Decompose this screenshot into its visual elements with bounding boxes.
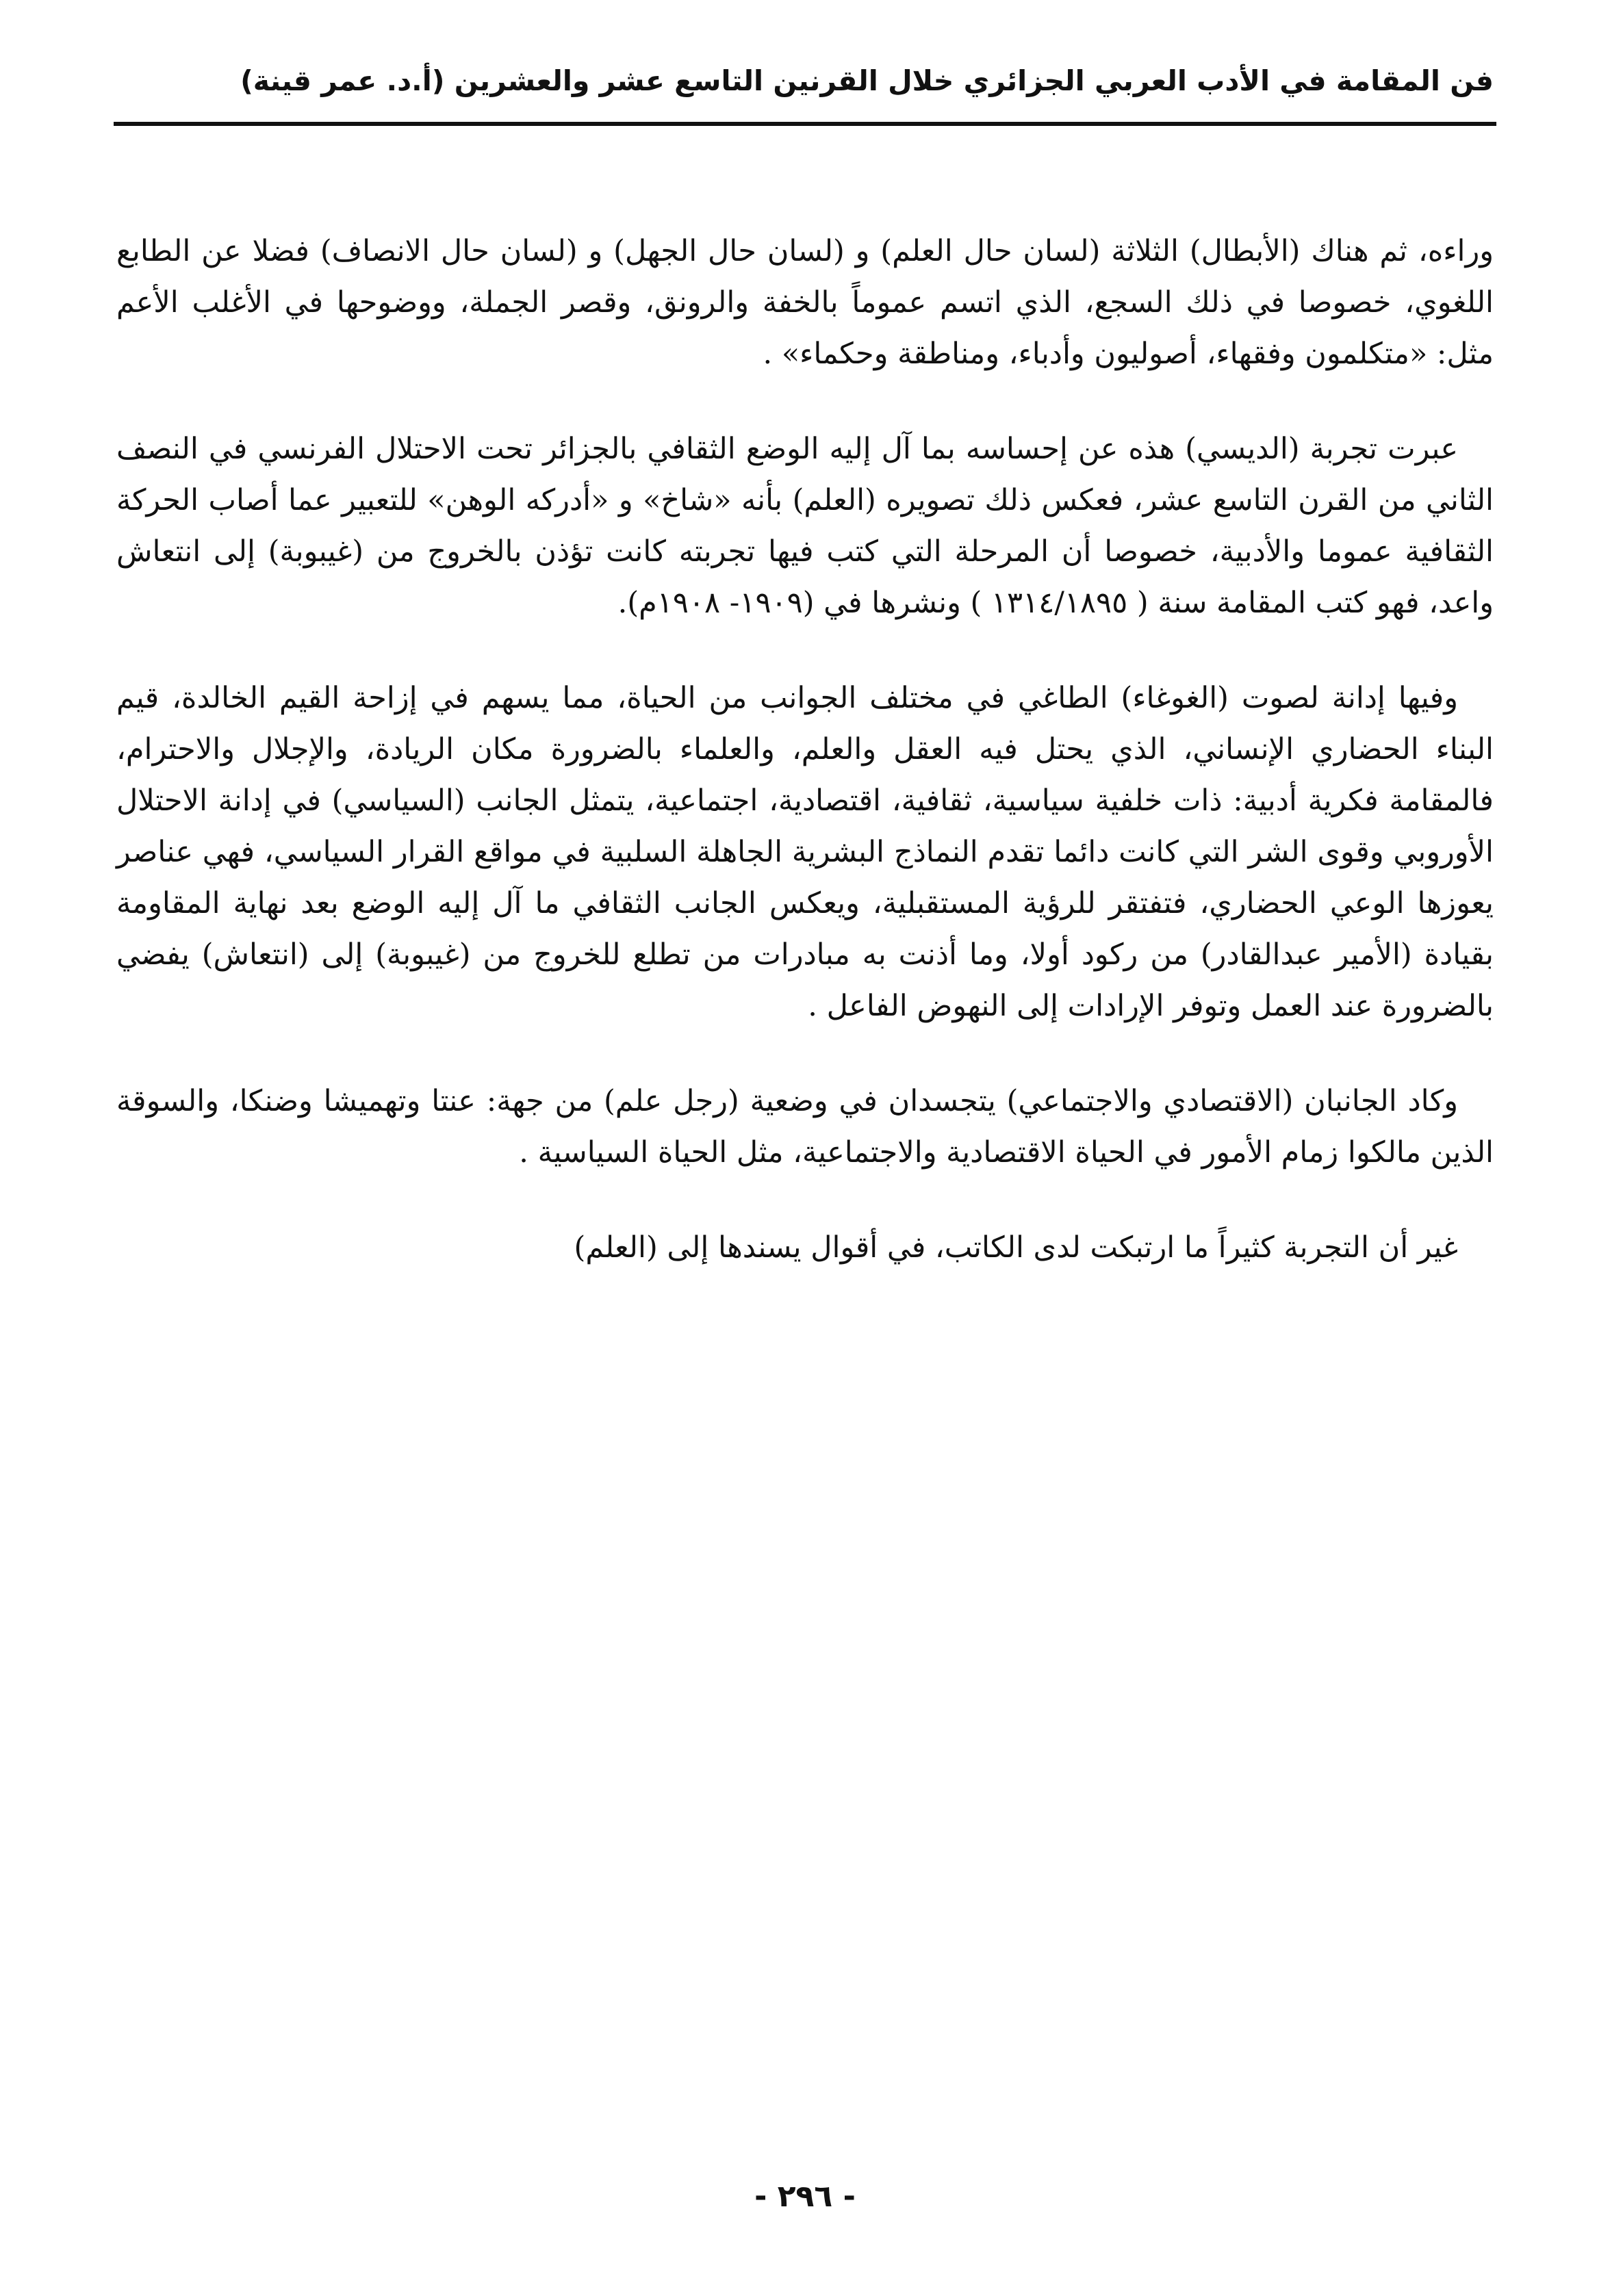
paragraph-1: وراءه، ثم هناك (الأبطال) الثلاثة (لسان حال العلم) و (لسان حال الجهل) و (لسان حال الانصاف) فضلا عن الطابع اللغوي، خصوصا في ذلك السجع، الذي اتسم عموماً بالخفة والرونق، وقصر الجملة، ووضوحها في الأغلب الأعم مثل: «متكلمون وفقهاء، أصوليون وأدباء، ومناطقة وحكماء» .: [116, 234, 1494, 371]
running-header: فن المقامة في الأدب العربي الجزائري خلال القرنين التاسع عشر والعشرين (أ.د. عمر قينة): [240, 64, 1494, 97]
paragraph-2: عبرت تجربة (الديسي) هذه عن إحساسه بما آل إليه الوضع الثقافي بالجزائر تحت الاحتلال الفرنسي في النصف الثاني من القرن التاسع عشر، فعكس ذلك تصويره (العلم) بأنه «شاخ» و «أدركه الوهن» للتعبير عما أصاب الحركة الثقافية عموما والأدبية، خصوصا أن المرحلة التي كتب فيها تجربته كانت تؤذن بالخروج من (غيبوبة) إلى انتعاش واعد، فهو كتب المقامة سنة ( ١٣١٤/١٨٩٥ ) ونشرها في (١٩٠٩- ١٩٠٨م).: [116, 432, 1494, 620]
paragraph-5: غير أن التجربة كثيراً ما ارتبكت لدى الكاتب، في أقوال يسندها إلى (العلم): [574, 1230, 1458, 1265]
body-text: [116, 226, 1494, 1317]
header-rule: [114, 122, 1496, 126]
paragraph-4: وكاد الجانبان (الاقتصادي والاجتماعي) يتجسدان في وضعية (رجل علم) من جهة: عنتا وتهميشا وضنكا، والسوقة الذين مالكوا زمام الأمور في الحياة الاقتصادية والاجتماعية، مثل الحياة السياسية .: [116, 1084, 1494, 1170]
page-number: - ٢٩٦ -: [754, 2179, 856, 2214]
paragraph-3: وفيها إدانة لصوت (الغوغاء) الطاغي في مختلف الجوانب من الحياة، مما يسهم في إزاحة القيم الخالدة، قيم البناء الحضاري الإنساني، الذي يحتل فيه العقل والعلم، والعلماء بالضرورة مكان الريادة، والإجلال والاحترام، فالمقامة فكرية أدبية: ذات خلفية سياسية، ثقافية، اقتصادية، اجتماعية، يتمثل الجانب (السياسي) في إدانة الاحتلال الأوروبي وقوى الشر التي كانت دائما تقدم النماذج البشرية الجاهلة السلبية في مواقع القرار السياسي، فهي عناصر يعوزها الوعي الحضاري، فتفتقر للرؤية المستقبلية، ويعكس الجانب الثقافي ما آل إليه الوضع بعد نهاية المقاومة بقيادة (الأمير عبدالقادر) من ركود أولا، وما أذنت به مبادرات من تطلع للخروج من (غيبوبة) إلى (انتعاش) يفضي بالضرورة عند العمل وتوفر الإرادات إلى النهوض الفاعل .: [116, 681, 1494, 1023]
